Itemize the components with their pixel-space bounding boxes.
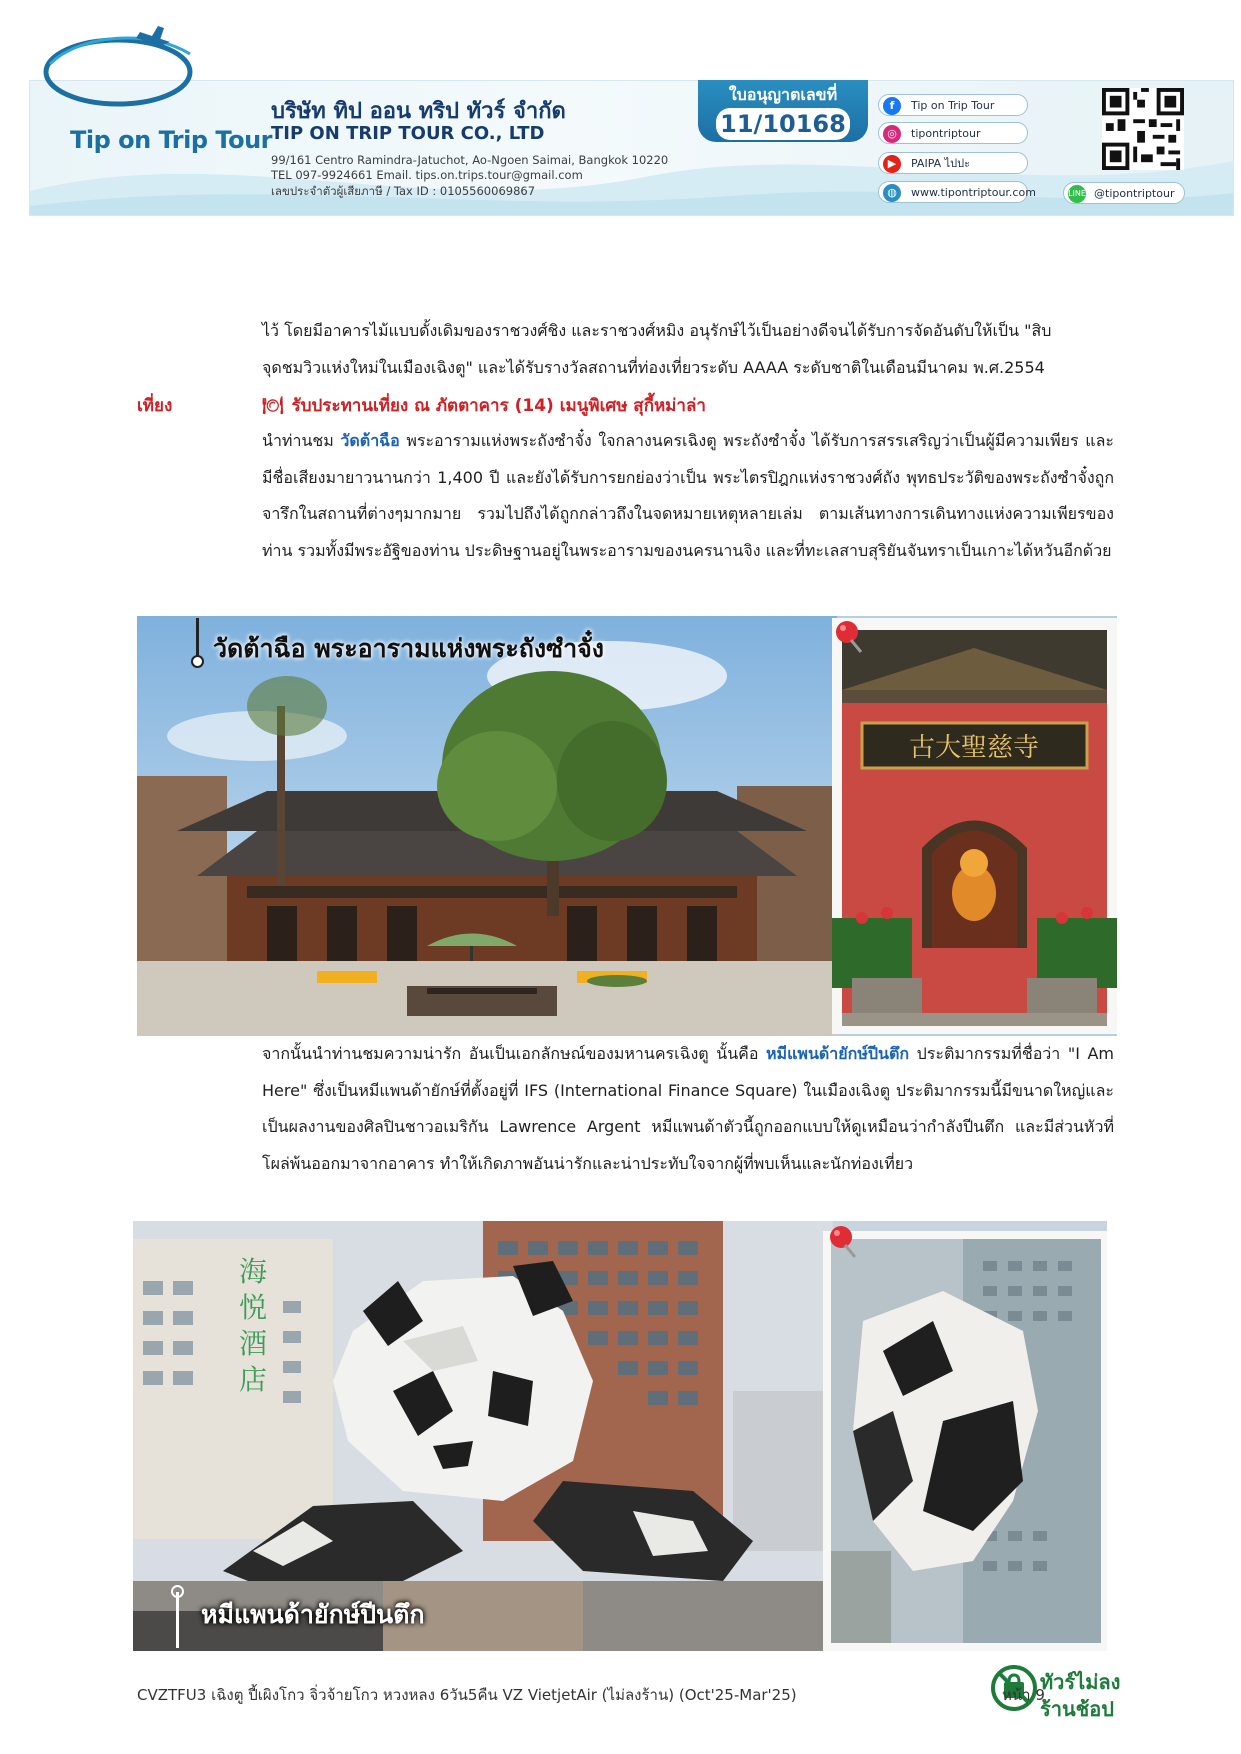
facebook-link[interactable] [878, 94, 1028, 116]
temple-photo-caption: วัดต้าฉือ พระอารามแห่งพระถังซำจั๋ง [213, 634, 604, 663]
panda-climbing-photo [823, 1231, 1107, 1651]
temple-gate-photo [832, 618, 1117, 1034]
instagram-label: tipontriptour [911, 127, 981, 140]
page-number: หน้า 9 [1002, 1686, 1045, 1704]
hotel-sign-text: 海悦酒店 [238, 1255, 268, 1396]
paragraph-panda: จากนั้นนำท่านชมความน่ารัก อันเป็นเอกลักษณ์ของมหานครเฉิงตู นั้นคือ หมีแพนด้ายักษ์ปีนตึก ประติมากรรมที่ชื่อว่า "I Am Here" ซึ่งเป็นหมีแพนด้ายักษ์ที่ตั้งอยู่ที่ IFS (International Finance Square) ในเมืองเฉิงตู ประติมากรรมนี้มีขนาดใหญ่และเป็นผลงานของศิลปินชาวอเมริกัน Lawrence Argent หมีแพนด้าตัวนี้ถูกออกแบบให้ดูเหมือนว่ากำลังปีนตึก และมีส่วนหัวที่โผล่พ้นออกมาจากอาคาร ทำให้เกิดภาพอันน่ารักและน่าประทับใจจากผู้ที่พบเห็นและนักท่องเที่ยว [262, 1044, 1114, 1173]
temple-highlight: วัดต้าฉือ [340, 431, 400, 450]
meal-time-label: เที่ยง [137, 396, 173, 416]
globe-icon: ◍ [883, 184, 901, 202]
license-label: ใบอนุญาตเลขที่ [728, 85, 838, 104]
panda-photo-caption: หมีแพนด้ายักษ์ปีนตึก [201, 1600, 425, 1629]
facebook-label: Tip on Trip Tour [911, 99, 995, 112]
push-pin-icon [829, 616, 869, 656]
footer-program-code: CVZTFU3 เฉิงตู ปี้เผิงโกว จิ่วจ้ายโกว หวงหลง 6วัน5คืน VZ VietjetAir (ไม่ลงร้าน) (Oct'25-Mar'25) [137, 1686, 797, 1704]
youtube-label: PAIPA ไปปะ [911, 157, 971, 170]
caption-line-decoration [196, 618, 199, 658]
panda-photo-collage [133, 1221, 1107, 1651]
paragraph-temple: นำท่านชม วัดต้าฉือ พระอารามแห่งพระถังซำจั๋ง ใจกลางนครเฉิงตู พระถังซำจั๋ง ได้รับการสรรเสริญว่าเป็นผู้มีความเพียร และมีชื่อเสียงมายาวนานกว่า 1,400 ปี และยังได้รับการยกย่องว่าเป็น พระไตรปิฎกแห่งราชวงศ์ถัง พุทธประวัติของพระถังซำจั๋งถูกจารึกในสถานที่ต่างๆมากมาย รวมไปถึงได้ถูกกล่าวถึงในจดหมายเหตุหลายเล่ม ตามเส้นทางการเดินทางแห่งความเพียรของท่าน รวมทั้งมีพระอัฐิของท่าน ประดิษฐานอยู่ในพระอารามของนครนานจิง และที่ทะเลสาบสุริยันจันทราเป็นเกาะได้หวันอีกด้วย [262, 431, 1114, 560]
line-icon: LINE [1068, 185, 1086, 203]
meal-icon: 🍽 [262, 396, 284, 416]
meal-text: รับประทานเที่ยง ณ ภัตตาคาร (14) เมนูพิเศษ สุกี้หม่าล่า [291, 396, 706, 416]
panda-highlight: หมีแพนด้ายักษ์ปีนตึก [766, 1044, 910, 1063]
youtube-icon: ▶ [883, 155, 901, 173]
caption-dot-decoration [191, 655, 204, 668]
facebook-icon: f [883, 97, 901, 115]
license-number: 11/10168 [720, 110, 846, 138]
line-label: @tipontriptour [1094, 187, 1175, 200]
instagram-icon: ◎ [883, 125, 901, 143]
logo-text: Tip on Trip Tour [70, 126, 272, 154]
meal-description [262, 392, 706, 419]
temple-courtyard-photo [137, 616, 837, 1036]
company-contact: TEL 097-9924661 Email. tips.on.trips.tour@gmail.com [271, 168, 583, 182]
temple-sign-text: 古大聖慈寺 [908, 733, 1040, 763]
company-address: 99/161 Centro Ramindra-Jatuchot, Ao-Ngoen Saimai, Bangkok 10220 [271, 153, 669, 167]
qr-code [1102, 88, 1184, 170]
temple-photo-collage [137, 616, 1117, 1036]
no-shopping-badge-line1: ทัวร์ไม่ลง [1040, 1670, 1121, 1694]
company-logo [40, 24, 196, 108]
caption-line-decoration [176, 1592, 179, 1648]
panda-sculpture-photo [133, 1221, 833, 1651]
youtube-link[interactable] [878, 152, 1028, 174]
company-name-english: TIP ON TRIP TOUR CO., LTD [271, 123, 545, 144]
company-tax-id: เลขประจำตัวผู้เสียภาษี / Tax ID : 0105560069867 [271, 184, 536, 198]
website-link[interactable] [878, 181, 1036, 203]
no-shopping-badge-line2: ร้านช้อป [1040, 1697, 1114, 1721]
instagram-link[interactable] [878, 122, 1028, 144]
paragraph-intro-line2: จุดชมวิวแห่งใหม่ในเมืองเฉิงตู" และได้รับรางวัลสถานที่ท่องเที่ยวระดับ AAAA ระดับชาติในเดือนมีนาคม พ.ศ.2554 [262, 358, 1045, 377]
website-label: www.tipontriptour.com [911, 186, 1036, 199]
line-link[interactable] [1063, 182, 1185, 204]
company-name-thai: บริษัท ทิป ออน ทริป ทัวร์ จำกัด [271, 99, 566, 124]
push-pin-icon [823, 1221, 863, 1261]
paragraph-intro-line1: ไว้ โดยมีอาคารไม้แบบดั้งเดิมของราชวงศ์ชิง และราชวงศ์หมิง อนุรักษ์ไว้เป็นอย่างดีจนได้รับการจัดอันดับให้เป็น "สิบ [262, 321, 1052, 340]
